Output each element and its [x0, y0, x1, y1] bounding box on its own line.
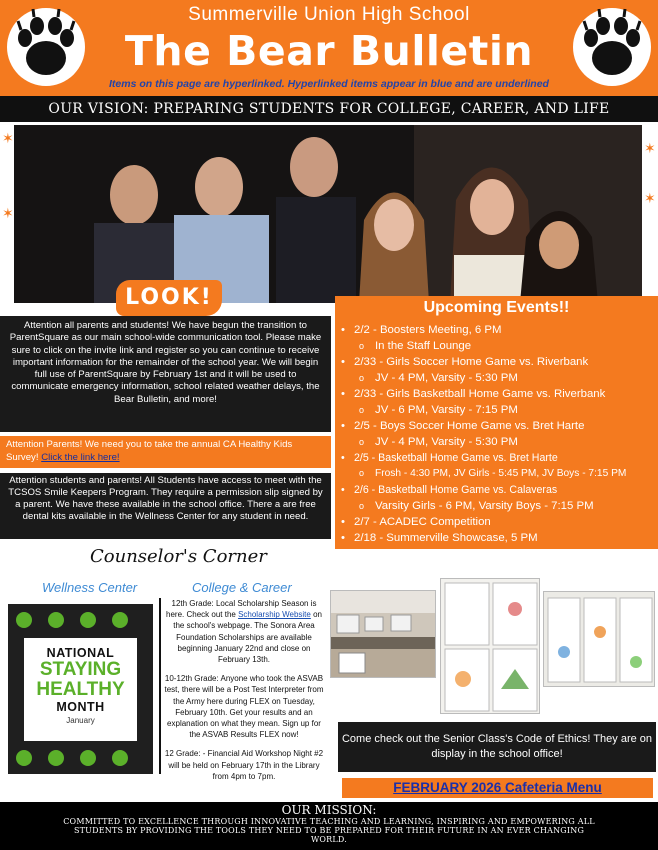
poster-line: NATIONAL: [46, 646, 115, 660]
cafeteria-menu-link[interactable]: FEBRUARY 2026 Cafeteria Menu: [393, 780, 602, 795]
school-office-photo: [330, 590, 436, 678]
vision-banner: OUR VISION: PREPARING STUDENTS FOR COLLEGE, CAREER, AND LIFE: [0, 96, 658, 122]
upcoming-events: [335, 296, 658, 549]
fitness-icon: [80, 612, 96, 628]
fitness-icon: [48, 612, 64, 628]
scholarship-text: 12th Grade: Local Scholarship Season is here. Check out the: [166, 599, 317, 620]
asvab-paragraph: 10-12th Grade: Anyone who took the ASVAB test, there will be a Post Test Interpreter from the Army here during FLEX on Tuesday, February 10th. Get your results and an explanation on what they mean. Sign up for the ASVAB Results FLEX now!: [164, 674, 324, 740]
scholarship-website-link[interactable]: Scholarship Website: [238, 610, 311, 620]
counselors-corner-title: Counselor's Corner: [90, 546, 267, 567]
office-photo-art: [331, 591, 436, 678]
wellness-center-label: Wellness Center: [42, 580, 138, 595]
survey-notice: [0, 436, 331, 468]
code-of-ethics-photo: [440, 578, 540, 714]
event-item: • 2/6 - Basketball Home Game vs. Calaveras: [341, 484, 557, 496]
header-banner: [0, 0, 658, 96]
students-photo: [14, 125, 642, 303]
poster-line: MONTH: [56, 700, 105, 714]
event-item: • 2/33 - Girls Basketball Home Game vs. Riverbank: [341, 388, 605, 400]
star-icon: ✶: [644, 190, 656, 206]
fitness-icon: [112, 750, 128, 766]
survey-text: Attention Parents! We need you to take the annual CA Healthy Kids Survey!: [6, 439, 293, 463]
star-icon: ✶: [2, 205, 14, 221]
posters-photo-art: [544, 592, 655, 687]
senior-code-of-ethics: Come check out the Senior Class's Code of Ethics! They are on display in the school office!: [338, 722, 656, 772]
ethics-photo-art: [441, 579, 540, 714]
look-badge: LOOK!: [116, 280, 222, 316]
event-item: • 2/2 - Boosters Meeting, 6 PM: [341, 324, 502, 336]
poster-month: January: [66, 716, 95, 725]
event-detail: o JV - 4 PM, Varsity - 5:30 PM: [359, 436, 518, 448]
event-detail: o Frosh - 4:30 PM, JV Girls - 5:45 PM, JV Boys - 7:15 PM: [359, 468, 626, 479]
poster-line: HEALTHY: [36, 679, 125, 700]
fitness-icon: [16, 750, 32, 766]
events-title: Upcoming Events!!: [423, 299, 570, 316]
scholarship-paragraph: [164, 598, 324, 665]
healthy-month-poster: [8, 604, 153, 774]
parentsquare-announcement: Attention all parents and students! We have begun the transition to ParentSquare as our main school-wide communication tool. Please make sure to click on the invite link and register so you can continue to receive important information for the remainder of the school year. We will begin full use of ParentSquare by February 1st and it will be used to communicate emergency information, school related weather delays, the Bear Bulletin, and more!: [0, 316, 331, 432]
mission-title: OUR MISSION:: [281, 803, 377, 817]
event-detail: o Varsity Girls - 6 PM, Varsity Boys - 7:15 PM: [359, 500, 594, 512]
mission-footer: [0, 802, 658, 850]
star-icon: ✶: [644, 140, 656, 156]
star-icon: ✶: [2, 130, 14, 146]
fitness-icon: [16, 612, 32, 628]
event-item: • 2/5 - Boys Soccer Home Game vs. Bret Harte: [341, 420, 584, 432]
poster-text-panel: [24, 638, 137, 741]
college-career-label: College & Career: [192, 580, 292, 595]
fitness-icon: [112, 612, 128, 628]
hyperlink-note: Items on this page are hyperlinked. Hyperlinked items appear in blue and are underlined: [109, 78, 549, 90]
financial-aid-paragraph: 12 Grade: - Financial Aid Workshop Night #2 will be held on February 17th in the Library from 4pm to 7pm.: [164, 749, 324, 781]
survey-link[interactable]: Click the link here!: [41, 451, 120, 463]
scholarship-text: on the school's webpage. The Sonora Area Foundation Scholarships are available beginning January 22nd and close on February 13th.: [173, 610, 322, 665]
mission-text: COMMITTED TO EXCELLENCE THROUGH INNOVATIVE TEACHING AND LEARNING, INSPIRING AND EMPOWERING ALL STUDENTS BY PROVIDING THE TOOLS THEY NEED TO BE PREPARED FOR THEIR FUTURE IN AN EVER CHANGING WORLD.: [63, 817, 595, 844]
event-detail: o JV - 6 PM, Varsity - 7:15 PM: [359, 404, 518, 416]
event-detail: o In the Staff Lounge: [359, 340, 471, 352]
students-photo-art: [14, 125, 642, 303]
event-item: • 2/18 - Summerville Showcase, 5 PM: [341, 532, 538, 544]
event-item: • 2/7 - ACADEC Competition: [341, 516, 491, 528]
bulletin-title: The Bear Bulletin: [124, 27, 534, 75]
event-item: • 2/5 - Basketball Home Game vs. Bret Harte: [341, 452, 558, 464]
poster-line: STAYING: [39, 659, 122, 680]
event-item: • 2/33 - Girls Soccer Home Game vs. Riverbank: [341, 356, 588, 368]
cafeteria-menu-banner: [342, 778, 653, 798]
fitness-icon: [80, 750, 96, 766]
college-career-text: [164, 598, 324, 790]
column-divider: [159, 598, 161, 774]
school-name: Summerville Union High School: [188, 4, 470, 25]
ethics-posters-photo: [543, 591, 655, 687]
event-detail: o JV - 4 PM, Varsity - 5:30 PM: [359, 372, 518, 384]
fitness-icon: [48, 750, 64, 766]
dental-notice: Attention students and parents! All Students have access to meet with the TCSOS Smile Keepers Program. They require a permission slip signed by a parent. We have these available in the school office. There a are free dental kits available in the Wellness Center for any student in need.: [0, 473, 331, 539]
